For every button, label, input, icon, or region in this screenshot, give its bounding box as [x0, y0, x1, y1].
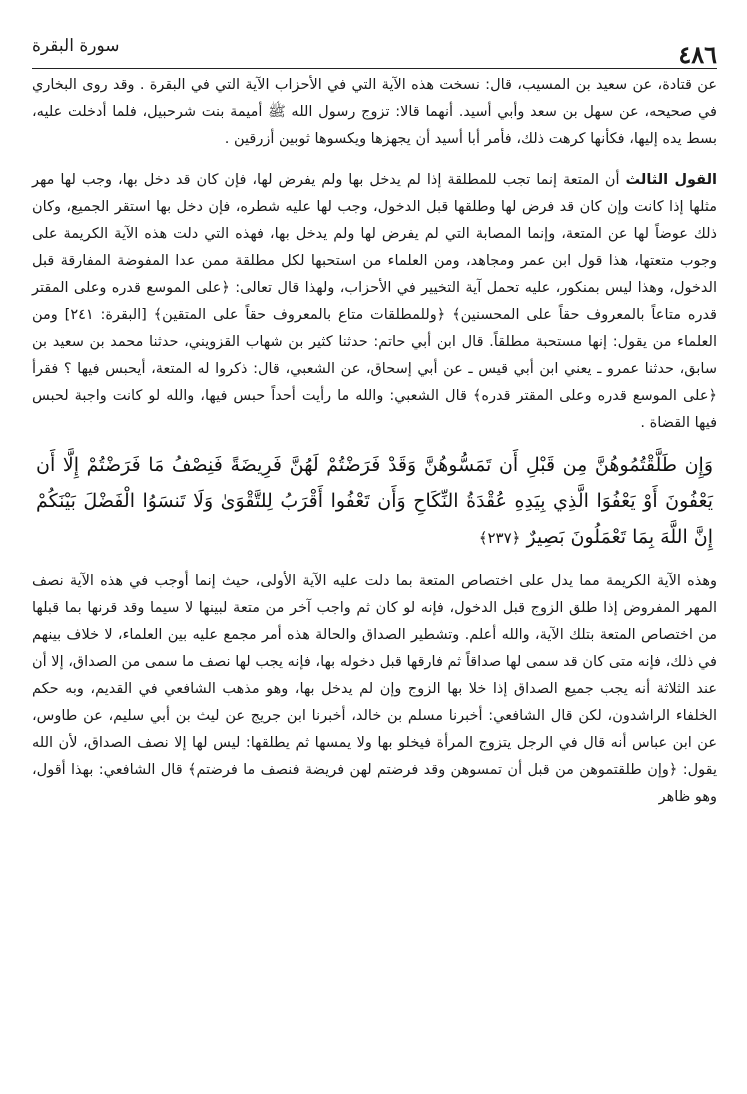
verse-text: وَإِن طَلَّقْتُمُوهُنَّ مِن قَبْلِ أَن تَمَسُّوهُنَّ وَقَدْ فَرَضْتُمْ لَهُنَّ فَرِيضَةً فَنِصْفُ مَا فَرَضْتُمْ إِلَّا أَن يَعْفُونَ أَوْ يَعْفُوَا الَّذِي بِيَدِهِ عُقْدَةُ النِّكَاحِ وَأَن تَعْفُوا أَقْرَبُ لِلتَّقْوَىٰ وَلَا تَنسَوُا الْفَضْلَ بَيْنَكُمْ إِنَّ اللَّهَ بِمَا تَعْمَلُونَ بَصِيرٌ [36, 454, 713, 548]
paragraph-2 [32, 167, 717, 437]
paragraph-2-body: أن المتعة إنما تجب للمطلقة إذا لم يدخل بها ولم يفرض لها، فإن كان قد دخل بها، وجب لها مهر مثلها إذا كانت وإن كان قد فرض لها وطلقها قبل الدخول، وجب لها عليه شطره، فإن دخل بها استقر الجميع، وكان ذلك عوضاً لها عن المتعة، وإنما المصابة التي لم يفرض لها ولم يدخل بها، فهذه التي دلت هذه الآية الكريمة على وجوب متعتها، هذا قول ابن عمر ومجاهد، ومن العلماء من استحبها لكل مطلقة ممن عدا المفوضة المفارقة قبل الدخول، وهذا ليس بمنكور، عليه تحمل آية التخيير في الأحزاب، ولهذا قال تعالى: ﴿على الموسع قدره وعلى المقتر قدره متاعاً بالمعروف حقاً على المحسنين﴾ ﴿وللمطلقات متاع بالمعروف حقاً على المتقين﴾ [البقرة: ٢٤١] ومن العلماء من يقول: إنها مستحبة مطلقاً. قال ابن أبي حاتم: حدثنا كثير بن شهاب القزويني، حدثنا محمد بن سعيد بن سابق، حدثنا عمرو ـ يعني ابن أبي قيس ـ عن أبي إسحاق، عن الشعبي، قال: ذكروا له المتعة، أيحبس فيها ؟ فقرأ ﴿على الموسع قدره وعلى المقتر قدره﴾ قال الشعبي: والله ما رأيت أحداً حبس فيها، والله لو كانت واجبة لحبس فيها القضاة . [32, 172, 717, 431]
quran-verse [36, 447, 713, 556]
paragraph-2-lead: القول الثالث [625, 172, 717, 188]
page-number: ٤٨٦ [678, 40, 717, 69]
paragraph-3: وهذه الآية الكريمة مما يدل على اختصاص المتعة بما دلت عليه الآية الأولى، حيث إنما أوجب في هذه الآية نصف المهر المفروض إذا طلق الزوج قبل الدخول، فإنه لو كان ثم واجب آخر من متعة لبينها لا سيما وقد قرنها بما قبلها من اختصاص المتعة بتلك الآية، والله أعلم. وتشطير الصداق والحالة هذه أمر مجمع عليه بين العلماء، لا خلاف بينهم في ذلك، فإنه متى كان قد سمى لها صداقاً ثم فارقها قبل دخوله بها، فإنه يجب لها نصف ما سمى من الصداق، إلا أن عند الثلاثة أنه يجب جميع الصداق إذا خلا بها الزوج وإن لم يدخل بها، وهو مذهب الشافعي في القديم، وبه حكم الخلفاء الراشدون، لكن قال الشافعي: أخبرنا مسلم بن خالد، أخبرنا ابن جريج عن ليث بن أبي سليم، عن طاوس، عن ابن عباس أنه قال في الرجل يتزوج المرأة فيخلو بها ولا يمسها ثم يطلقها: ليس لها إلا نصف الصداق، لأن الله يقول: ﴿وإن طلقتموهن من قبل أن تمسوهن وقد فرضتم لهن فريضة فنصف ما فرضتم﴾ قال الشافعي: بهذا أقول، وهو ظاهر [32, 573, 717, 805]
page-content [32, 72, 717, 819]
surah-title: سورة البقرة [32, 36, 120, 56]
page-header [32, 28, 717, 69]
verse-number: ﴿٢٣٧﴾ [478, 529, 521, 547]
paragraph-1: عن قتادة، عن سعيد بن المسيب، قال: نسخت هذه الآية التي في الأحزاب الآية التي في البقرة . وقد روى البخاري في صحيحه، عن سهل بن سعد وأبي أسيد. أنهما قالا: تزوج رسول الله ﷺ أميمة بنت شرحبيل، فلما أدخلت عليه، بسط يده إليها، فكأنها كرهت ذلك، فأمر أبا أسيد أن يجهزها ويكسوها ثوبين أزرقين . [32, 77, 717, 147]
